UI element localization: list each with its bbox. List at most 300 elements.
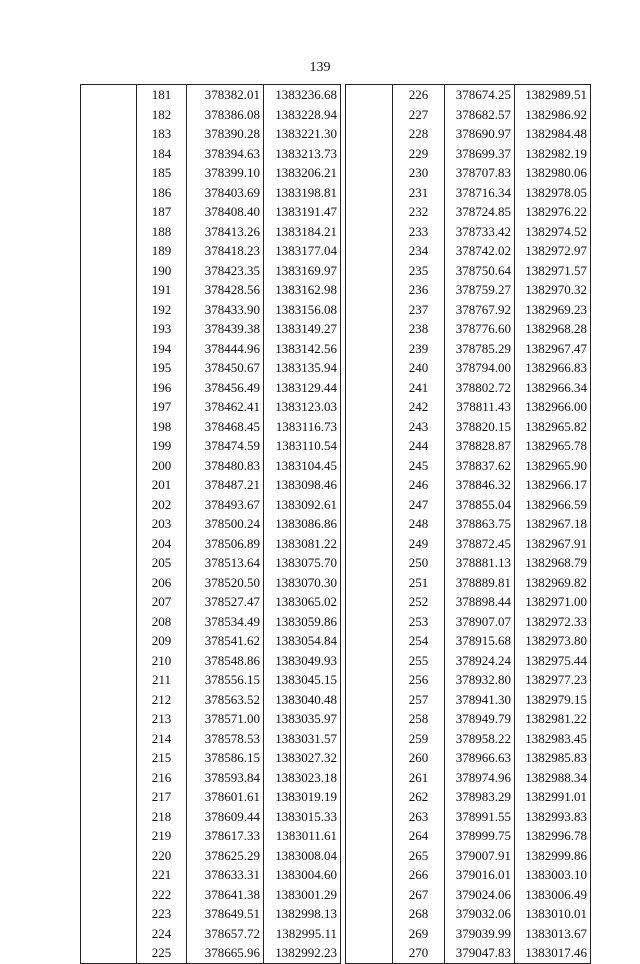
- x-coordinate-cell: 378881.13: [445, 553, 515, 573]
- y-coordinate-cell: 1382995.11: [264, 924, 341, 944]
- x-coordinate-cell: 378500.24: [187, 514, 264, 534]
- point-number-cell: 201: [137, 475, 187, 495]
- blank-cell: [81, 300, 137, 320]
- blank-cell: [346, 495, 393, 515]
- point-number-cell: 229: [393, 144, 445, 164]
- blank-cell: [346, 183, 393, 203]
- x-coordinate-cell: 378487.21: [187, 475, 264, 495]
- x-coordinate-cell: 379007.91: [445, 846, 515, 866]
- table-row: [346, 144, 591, 164]
- table-row: [81, 826, 341, 846]
- x-coordinate-cell: 378915.68: [445, 631, 515, 651]
- blank-cell: [346, 241, 393, 261]
- point-number-cell: 191: [137, 280, 187, 300]
- blank-cell: [346, 436, 393, 456]
- point-number-cell: 263: [393, 807, 445, 827]
- point-number-cell: 188: [137, 222, 187, 242]
- point-number-cell: 262: [393, 787, 445, 807]
- y-coordinate-cell: 1383059.86: [264, 612, 341, 632]
- blank-cell: [81, 846, 137, 866]
- point-number-cell: 243: [393, 417, 445, 437]
- point-number-cell: 232: [393, 202, 445, 222]
- table-row: [81, 378, 341, 398]
- x-coordinate-cell: 378403.69: [187, 183, 264, 203]
- blank-cell: [81, 709, 137, 729]
- point-number-cell: 194: [137, 339, 187, 359]
- x-coordinate-cell: 378707.83: [445, 163, 515, 183]
- point-number-cell: 252: [393, 592, 445, 612]
- table-row: [81, 85, 341, 105]
- blank-cell: [346, 105, 393, 125]
- table-row: [346, 280, 591, 300]
- y-coordinate-cell: 1383031.57: [264, 729, 341, 749]
- point-number-cell: 198: [137, 417, 187, 437]
- point-number-cell: 202: [137, 495, 187, 515]
- x-coordinate-cell: 378802.72: [445, 378, 515, 398]
- y-coordinate-cell: 1382977.23: [515, 670, 591, 690]
- blank-cell: [81, 456, 137, 476]
- y-coordinate-cell: 1383045.15: [264, 670, 341, 690]
- blank-cell: [346, 456, 393, 476]
- table-row: [346, 534, 591, 554]
- y-coordinate-cell: 1383003.10: [515, 865, 591, 885]
- table-row: [346, 456, 591, 476]
- y-coordinate-cell: 1382978.05: [515, 183, 591, 203]
- x-coordinate-cell: 378649.51: [187, 904, 264, 924]
- x-coordinate-cell: 378456.49: [187, 378, 264, 398]
- blank-cell: [81, 358, 137, 378]
- table-row: [346, 670, 591, 690]
- blank-cell: [81, 85, 137, 105]
- y-coordinate-cell: 1382966.59: [515, 495, 591, 515]
- point-number-cell: 216: [137, 768, 187, 788]
- y-coordinate-cell: 1382983.45: [515, 729, 591, 749]
- point-number-cell: 195: [137, 358, 187, 378]
- table-row: [346, 378, 591, 398]
- y-coordinate-cell: 1383213.73: [264, 144, 341, 164]
- point-number-cell: 184: [137, 144, 187, 164]
- blank-cell: [81, 495, 137, 515]
- y-coordinate-cell: 1383049.93: [264, 651, 341, 671]
- table-row: [81, 943, 341, 963]
- table-row: [346, 846, 591, 866]
- table-row: [81, 397, 341, 417]
- blank-cell: [81, 378, 137, 398]
- blank-cell: [81, 183, 137, 203]
- point-number-cell: 233: [393, 222, 445, 242]
- table-row: [81, 495, 341, 515]
- y-coordinate-cell: 1382973.80: [515, 631, 591, 651]
- table-row: [81, 475, 341, 495]
- blank-cell: [346, 943, 393, 963]
- point-number-cell: 186: [137, 183, 187, 203]
- blank-cell: [346, 280, 393, 300]
- y-coordinate-cell: 1383092.61: [264, 495, 341, 515]
- y-coordinate-cell: 1382998.13: [264, 904, 341, 924]
- point-number-cell: 219: [137, 826, 187, 846]
- y-coordinate-cell: 1382971.00: [515, 592, 591, 612]
- y-coordinate-cell: 1383098.46: [264, 475, 341, 495]
- blank-cell: [346, 612, 393, 632]
- table-row: [81, 670, 341, 690]
- y-coordinate-cell: 1383142.56: [264, 339, 341, 359]
- y-coordinate-cell: 1382980.06: [515, 163, 591, 183]
- point-number-cell: 230: [393, 163, 445, 183]
- table-row: [81, 885, 341, 905]
- point-number-cell: 196: [137, 378, 187, 398]
- table-row: [81, 163, 341, 183]
- table-row: [81, 553, 341, 573]
- point-number-cell: 246: [393, 475, 445, 495]
- table-row: [346, 612, 591, 632]
- point-number-cell: 205: [137, 553, 187, 573]
- blank-cell: [81, 592, 137, 612]
- point-number-cell: 210: [137, 651, 187, 671]
- blank-cell: [346, 865, 393, 885]
- blank-cell: [346, 729, 393, 749]
- blank-cell: [346, 202, 393, 222]
- point-number-cell: 215: [137, 748, 187, 768]
- x-coordinate-cell: 378742.02: [445, 241, 515, 261]
- blank-cell: [346, 904, 393, 924]
- x-coordinate-cell: 378399.10: [187, 163, 264, 183]
- x-coordinate-cell: 378898.44: [445, 592, 515, 612]
- table-right-body: [346, 85, 591, 964]
- point-number-cell: 208: [137, 612, 187, 632]
- y-coordinate-cell: 1382968.79: [515, 553, 591, 573]
- x-coordinate-cell: 378527.47: [187, 592, 264, 612]
- x-coordinate-cell: 378863.75: [445, 514, 515, 534]
- blank-cell: [81, 729, 137, 749]
- y-coordinate-cell: 1383110.54: [264, 436, 341, 456]
- blank-cell: [81, 241, 137, 261]
- point-number-cell: 245: [393, 456, 445, 476]
- blank-cell: [346, 631, 393, 651]
- point-number-cell: 209: [137, 631, 187, 651]
- blank-cell: [346, 807, 393, 827]
- y-coordinate-cell: 1382979.15: [515, 690, 591, 710]
- y-coordinate-cell: 1383221.30: [264, 124, 341, 144]
- point-number-cell: 181: [137, 85, 187, 105]
- table-row: [346, 105, 591, 125]
- table-row: [81, 105, 341, 125]
- blank-cell: [81, 144, 137, 164]
- x-coordinate-cell: 378625.29: [187, 846, 264, 866]
- y-coordinate-cell: 1382988.34: [515, 768, 591, 788]
- blank-cell: [346, 378, 393, 398]
- blank-cell: [346, 826, 393, 846]
- table-row: [81, 768, 341, 788]
- y-coordinate-cell: 1383006.49: [515, 885, 591, 905]
- point-number-cell: 259: [393, 729, 445, 749]
- x-coordinate-cell: 378767.92: [445, 300, 515, 320]
- y-coordinate-cell: 1383198.81: [264, 183, 341, 203]
- table-row: [346, 417, 591, 437]
- blank-cell: [81, 222, 137, 242]
- blank-cell: [346, 846, 393, 866]
- x-coordinate-cell: 378556.15: [187, 670, 264, 690]
- x-coordinate-cell: 378966.63: [445, 748, 515, 768]
- table-row: [346, 592, 591, 612]
- x-coordinate-cell: 378534.49: [187, 612, 264, 632]
- x-coordinate-cell: 378617.33: [187, 826, 264, 846]
- blank-cell: [346, 124, 393, 144]
- table-row: [346, 826, 591, 846]
- x-coordinate-cell: 378941.30: [445, 690, 515, 710]
- x-coordinate-cell: 378444.96: [187, 339, 264, 359]
- point-number-cell: 257: [393, 690, 445, 710]
- table-row: [346, 924, 591, 944]
- y-coordinate-cell: 1382985.83: [515, 748, 591, 768]
- table-row: [81, 631, 341, 651]
- table-row: [346, 261, 591, 281]
- y-coordinate-cell: 1383019.19: [264, 787, 341, 807]
- y-coordinate-cell: 1382965.82: [515, 417, 591, 437]
- blank-cell: [346, 670, 393, 690]
- y-coordinate-cell: 1383027.32: [264, 748, 341, 768]
- x-coordinate-cell: 378820.15: [445, 417, 515, 437]
- x-coordinate-cell: 378716.34: [445, 183, 515, 203]
- x-coordinate-cell: 378837.62: [445, 456, 515, 476]
- y-coordinate-cell: 1383075.70: [264, 553, 341, 573]
- x-coordinate-cell: 378541.62: [187, 631, 264, 651]
- point-number-cell: 211: [137, 670, 187, 690]
- blank-cell: [346, 690, 393, 710]
- table-row: [81, 904, 341, 924]
- x-coordinate-cell: 378682.57: [445, 105, 515, 125]
- point-number-cell: 197: [137, 397, 187, 417]
- table-row: [81, 280, 341, 300]
- blank-cell: [346, 222, 393, 242]
- table-row: [346, 573, 591, 593]
- table-row: [81, 358, 341, 378]
- y-coordinate-cell: 1383206.21: [264, 163, 341, 183]
- blank-cell: [81, 904, 137, 924]
- point-number-cell: 189: [137, 241, 187, 261]
- table-row: [346, 202, 591, 222]
- table-row: [81, 846, 341, 866]
- point-number-cell: 231: [393, 183, 445, 203]
- blank-cell: [346, 144, 393, 164]
- x-coordinate-cell: 378586.15: [187, 748, 264, 768]
- blank-cell: [81, 826, 137, 846]
- blank-cell: [346, 319, 393, 339]
- y-coordinate-cell: 1382971.57: [515, 261, 591, 281]
- coordinates-table-left: [80, 84, 341, 964]
- table-row: [346, 729, 591, 749]
- blank-cell: [346, 358, 393, 378]
- x-coordinate-cell: 378633.31: [187, 865, 264, 885]
- point-number-cell: 227: [393, 105, 445, 125]
- blank-cell: [81, 768, 137, 788]
- table-row: [346, 807, 591, 827]
- x-coordinate-cell: 378991.55: [445, 807, 515, 827]
- table-row: [346, 631, 591, 651]
- point-number-cell: 242: [393, 397, 445, 417]
- blank-cell: [346, 339, 393, 359]
- y-coordinate-cell: 1382974.52: [515, 222, 591, 242]
- point-number-cell: 253: [393, 612, 445, 632]
- y-coordinate-cell: 1383070.30: [264, 573, 341, 593]
- x-coordinate-cell: 378690.97: [445, 124, 515, 144]
- point-number-cell: 226: [393, 85, 445, 105]
- table-row: [81, 924, 341, 944]
- y-coordinate-cell: 1383184.21: [264, 222, 341, 242]
- y-coordinate-cell: 1383013.67: [515, 924, 591, 944]
- y-coordinate-cell: 1383035.97: [264, 709, 341, 729]
- y-coordinate-cell: 1383081.22: [264, 534, 341, 554]
- point-number-cell: 182: [137, 105, 187, 125]
- blank-cell: [346, 300, 393, 320]
- point-number-cell: 222: [137, 885, 187, 905]
- y-coordinate-cell: 1382989.51: [515, 85, 591, 105]
- x-coordinate-cell: 378811.43: [445, 397, 515, 417]
- blank-cell: [346, 885, 393, 905]
- table-row: [346, 690, 591, 710]
- point-number-cell: 251: [393, 573, 445, 593]
- page-number: 139: [309, 60, 331, 75]
- table-row: [346, 475, 591, 495]
- y-coordinate-cell: 1382968.28: [515, 319, 591, 339]
- x-coordinate-cell: 378571.00: [187, 709, 264, 729]
- x-coordinate-cell: 379024.06: [445, 885, 515, 905]
- x-coordinate-cell: 378872.45: [445, 534, 515, 554]
- blank-cell: [346, 924, 393, 944]
- y-coordinate-cell: 1382969.82: [515, 573, 591, 593]
- point-number-cell: 200: [137, 456, 187, 476]
- point-number-cell: 185: [137, 163, 187, 183]
- y-coordinate-cell: 1383004.60: [264, 865, 341, 885]
- table-row: [346, 397, 591, 417]
- x-coordinate-cell: 378724.85: [445, 202, 515, 222]
- blank-cell: [81, 748, 137, 768]
- point-number-cell: 265: [393, 846, 445, 866]
- table-row: [81, 261, 341, 281]
- x-coordinate-cell: 378493.67: [187, 495, 264, 515]
- y-coordinate-cell: 1382967.47: [515, 339, 591, 359]
- y-coordinate-cell: 1383123.03: [264, 397, 341, 417]
- y-coordinate-cell: 1383065.02: [264, 592, 341, 612]
- y-coordinate-cell: 1382976.22: [515, 202, 591, 222]
- x-coordinate-cell: 378733.42: [445, 222, 515, 242]
- point-number-cell: 255: [393, 651, 445, 671]
- x-coordinate-cell: 379047.83: [445, 943, 515, 963]
- point-number-cell: 241: [393, 378, 445, 398]
- y-coordinate-cell: 1382991.01: [515, 787, 591, 807]
- blank-cell: [346, 163, 393, 183]
- table-row: [81, 124, 341, 144]
- y-coordinate-cell: 1383191.47: [264, 202, 341, 222]
- y-coordinate-cell: 1383023.18: [264, 768, 341, 788]
- x-coordinate-cell: 378506.89: [187, 534, 264, 554]
- table-row: [346, 319, 591, 339]
- x-coordinate-cell: 378776.60: [445, 319, 515, 339]
- point-number-cell: 248: [393, 514, 445, 534]
- point-number-cell: 183: [137, 124, 187, 144]
- table-row: [346, 943, 591, 963]
- point-number-cell: 220: [137, 846, 187, 866]
- x-coordinate-cell: 378382.01: [187, 85, 264, 105]
- table-row: [346, 865, 591, 885]
- table-row: [81, 222, 341, 242]
- y-coordinate-cell: 1383011.61: [264, 826, 341, 846]
- y-coordinate-cell: 1382972.97: [515, 241, 591, 261]
- y-coordinate-cell: 1382966.83: [515, 358, 591, 378]
- y-coordinate-cell: 1382981.22: [515, 709, 591, 729]
- blank-cell: [81, 885, 137, 905]
- point-number-cell: 192: [137, 300, 187, 320]
- point-number-cell: 212: [137, 690, 187, 710]
- point-number-cell: 236: [393, 280, 445, 300]
- x-coordinate-cell: 378513.64: [187, 553, 264, 573]
- point-number-cell: 260: [393, 748, 445, 768]
- blank-cell: [346, 553, 393, 573]
- blank-cell: [81, 670, 137, 690]
- y-coordinate-cell: 1383162.98: [264, 280, 341, 300]
- blank-cell: [81, 573, 137, 593]
- x-coordinate-cell: 378889.81: [445, 573, 515, 593]
- blank-cell: [81, 631, 137, 651]
- table-row: [346, 787, 591, 807]
- y-coordinate-cell: 1383129.44: [264, 378, 341, 398]
- point-number-cell: 254: [393, 631, 445, 651]
- y-coordinate-cell: 1382984.48: [515, 124, 591, 144]
- blank-cell: [346, 768, 393, 788]
- blank-cell: [81, 787, 137, 807]
- x-coordinate-cell: 378794.00: [445, 358, 515, 378]
- point-number-cell: 221: [137, 865, 187, 885]
- blank-cell: [81, 612, 137, 632]
- x-coordinate-cell: 378665.96: [187, 943, 264, 963]
- y-coordinate-cell: 1383169.97: [264, 261, 341, 281]
- blank-cell: [81, 417, 137, 437]
- blank-cell: [81, 475, 137, 495]
- table-row: [81, 339, 341, 359]
- blank-cell: [81, 319, 137, 339]
- y-coordinate-cell: 1382970.32: [515, 280, 591, 300]
- x-coordinate-cell: 378578.53: [187, 729, 264, 749]
- x-coordinate-cell: 378593.84: [187, 768, 264, 788]
- table-row: [346, 241, 591, 261]
- point-number-cell: 187: [137, 202, 187, 222]
- table-row: [81, 690, 341, 710]
- blank-cell: [81, 534, 137, 554]
- y-coordinate-cell: 1382975.44: [515, 651, 591, 671]
- x-coordinate-cell: 378601.61: [187, 787, 264, 807]
- x-coordinate-cell: 378386.08: [187, 105, 264, 125]
- blank-cell: [81, 163, 137, 183]
- point-number-cell: 266: [393, 865, 445, 885]
- table-row: [346, 183, 591, 203]
- blank-cell: [346, 651, 393, 671]
- blank-cell: [346, 573, 393, 593]
- x-coordinate-cell: 378958.22: [445, 729, 515, 749]
- table-row: [81, 651, 341, 671]
- table-row: [346, 163, 591, 183]
- x-coordinate-cell: 378932.80: [445, 670, 515, 690]
- y-coordinate-cell: 1382966.17: [515, 475, 591, 495]
- table-row: [81, 709, 341, 729]
- table-row: [81, 436, 341, 456]
- table-row: [81, 573, 341, 593]
- table-row: [346, 124, 591, 144]
- x-coordinate-cell: 378390.28: [187, 124, 264, 144]
- coordinates-table-right: [345, 84, 591, 964]
- blank-cell: [81, 261, 137, 281]
- x-coordinate-cell: 379032.06: [445, 904, 515, 924]
- y-coordinate-cell: 1382967.91: [515, 534, 591, 554]
- point-number-cell: 199: [137, 436, 187, 456]
